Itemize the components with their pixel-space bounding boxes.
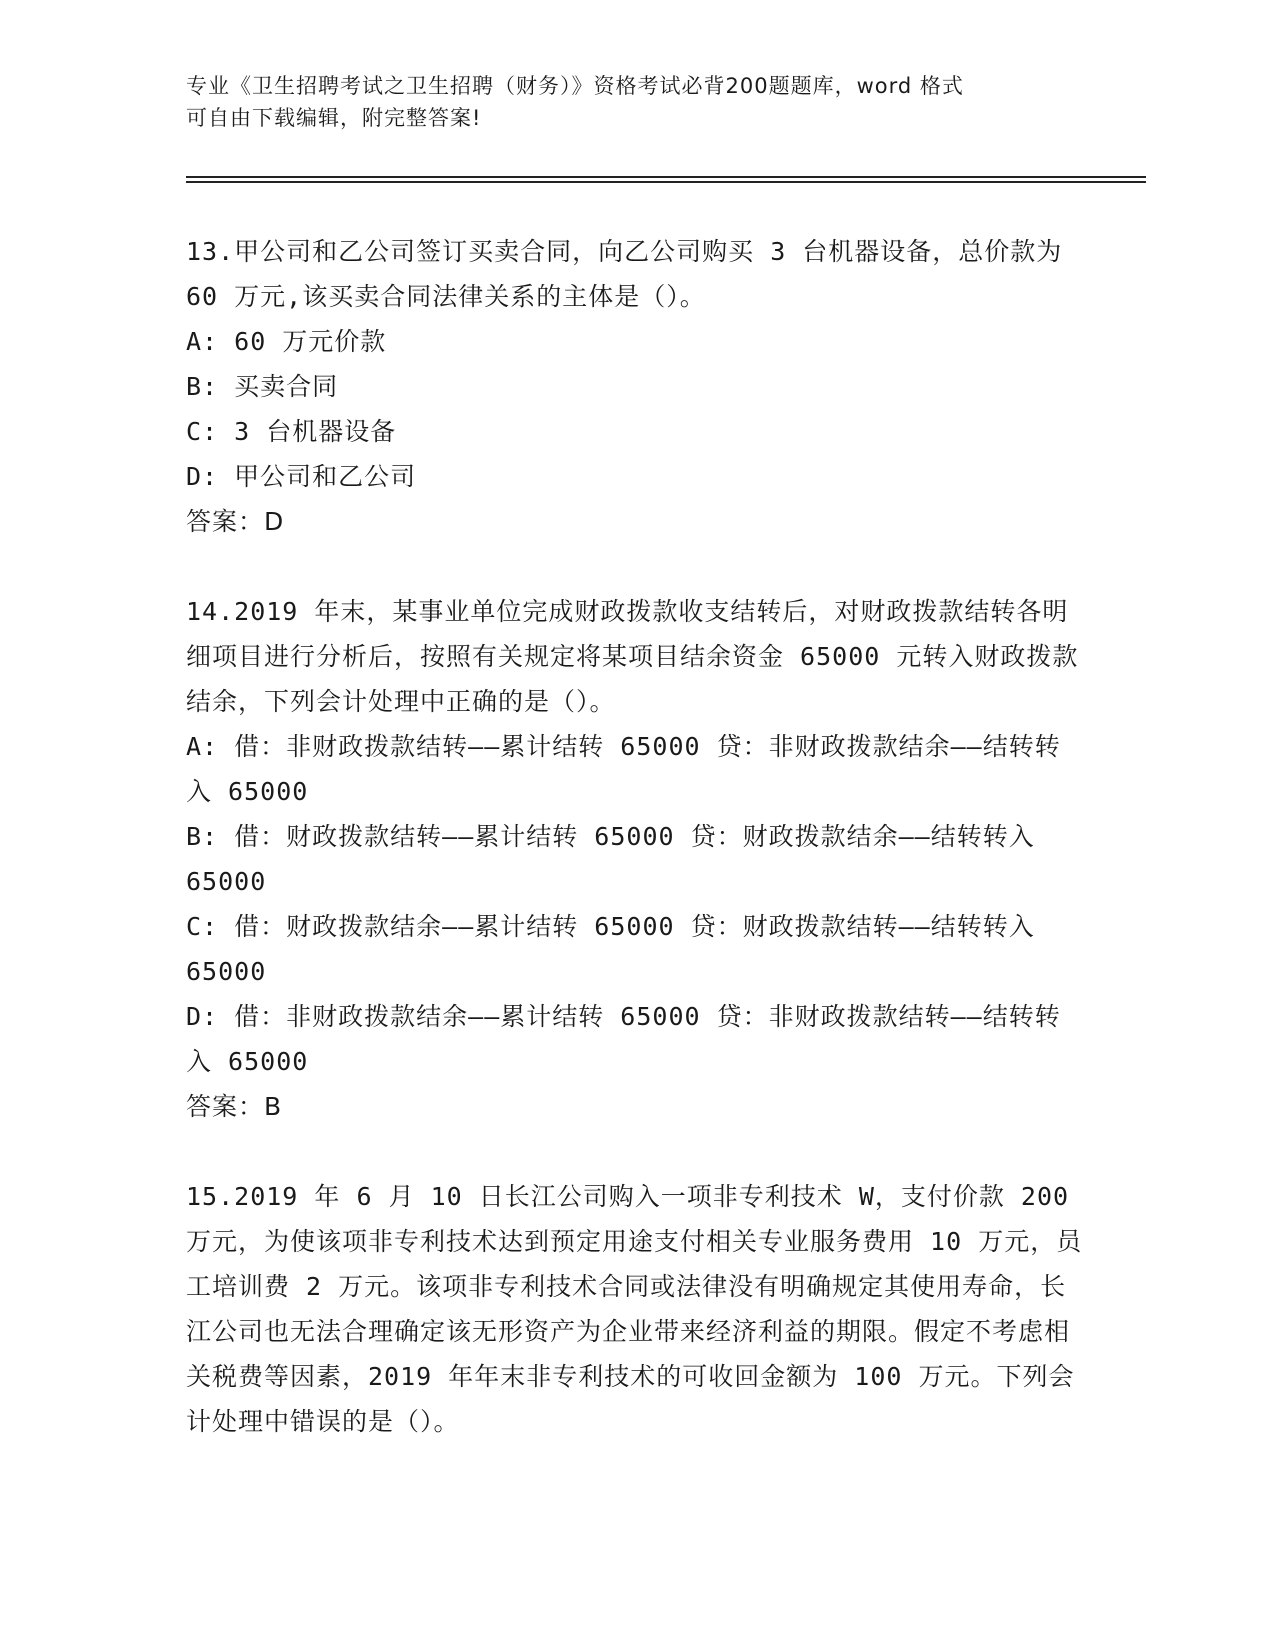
- option-a: A: 借：非财政拨款结转——累计结转 65000 贷：非财政拨款结余——结转转入 65000: [186, 732, 1061, 806]
- option-d: D: 甲公司和乙公司: [186, 462, 417, 491]
- question-13: [186, 229, 1086, 544]
- header-line-1: 专业《卫生招聘考试之卫生招聘（财务）》资格考试必背200题题库，word 格式: [186, 74, 964, 98]
- header-divider-bottom: [186, 181, 1146, 183]
- answer-line: 答案：B: [186, 1092, 283, 1121]
- option-b: B: 买卖合同: [186, 372, 339, 401]
- option-d: D: 借：非财政拨款结余——累计结转 65000 贷：非财政拨款结转——结转转入 65000: [186, 1002, 1061, 1076]
- question-text: 15.2019 年 6 月 10 日长江公司购入一项非专利技术 W，支付价款 200 万元，为使该项非专利技术达到预定用途支付相关专业服务费用 10 万元，员工培训费 2 万元。该项非专利技术合同或法律没有明确规定其使用寿命，长江公司也无法合理确定该无形资产为企业带来经济利益的期限。假定不考虑相关税费等因素，2019 年年末非专利技术的可收回金额为 100 万元。下列会计处理中错误的是（）。: [186, 1182, 1083, 1436]
- header-line-2: 可自由下载编辑，附完整答案!: [186, 106, 482, 130]
- option-c: C: 借：财政拨款结余——累计结转 65000 贷：财政拨款结转——结转转入 65000: [186, 912, 1035, 986]
- option-a: A: 60 万元价款: [186, 327, 387, 356]
- question-text: 13.甲公司和乙公司签订买卖合同，向乙公司购买 3 台机器设备，总价款为 60 万元,该买卖合同法律关系的主体是（）。: [186, 237, 1063, 311]
- header-divider-top: [186, 176, 1146, 178]
- question-list: [186, 229, 1086, 1444]
- answer-line: 答案：D: [186, 507, 285, 536]
- document-header: [186, 70, 1066, 134]
- question-15: [186, 1174, 1086, 1444]
- option-b: B: 借：财政拨款结转——累计结转 65000 贷：财政拨款结余——结转转入 65000: [186, 822, 1035, 896]
- option-c: C: 3 台机器设备: [186, 417, 397, 446]
- question-text: 14.2019 年末，某事业单位完成财政拨款收支结转后，对财政拨款结转各明细项目进行分析后，按照有关规定将某项目结余资金 65000 元转入财政拨款结余，下列会计处理中正确的是（）。: [186, 597, 1079, 716]
- question-14: [186, 589, 1086, 1129]
